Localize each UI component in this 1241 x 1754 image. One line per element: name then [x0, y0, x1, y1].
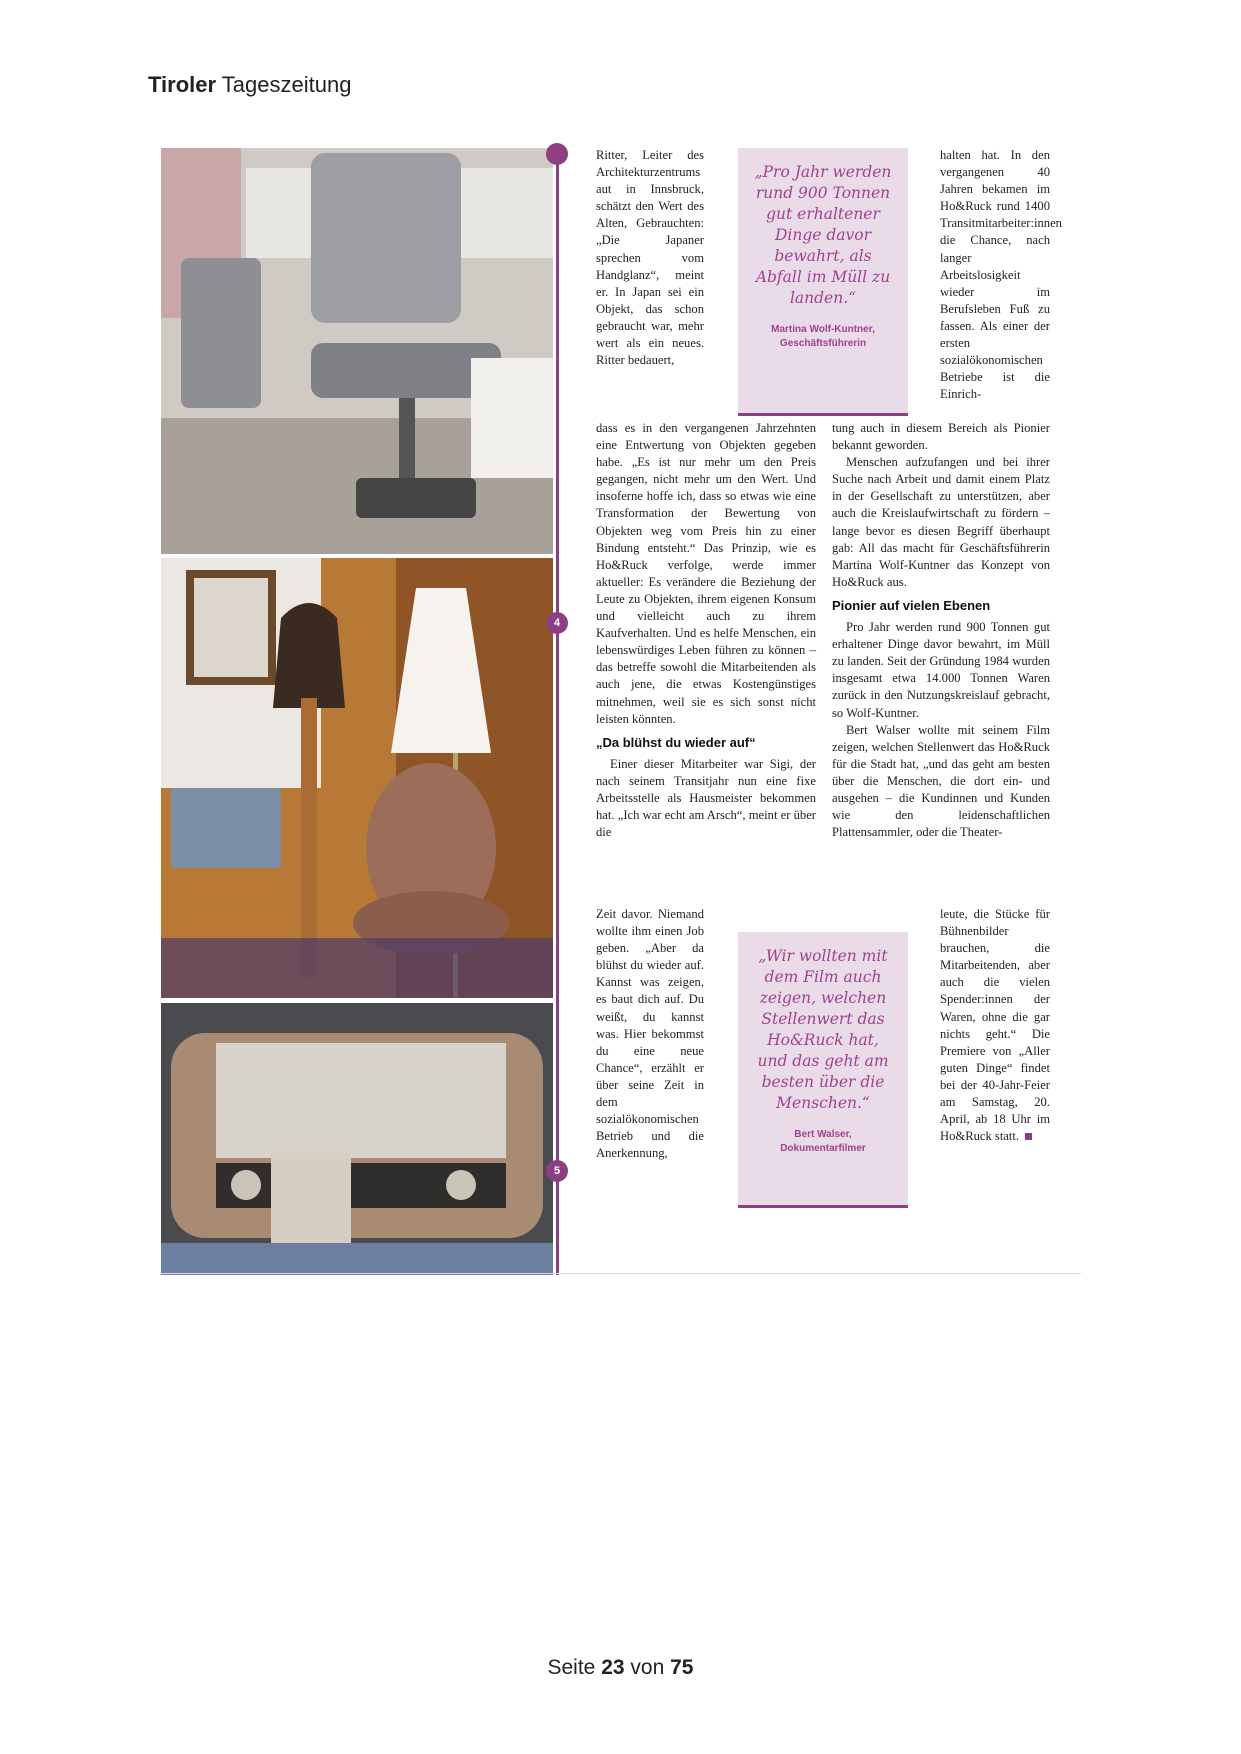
- pull-quote-1-role: Geschäftsführerin: [779, 338, 867, 349]
- photo-chairs: [161, 148, 553, 554]
- pull-quote-2: [738, 932, 908, 1208]
- page-rule: [161, 1273, 1081, 1274]
- photo-marker-4: 4: [546, 612, 568, 634]
- article-paragraph: Einer dieser Mitarbeiter war Sigi, der nach seinem Transitjahr nun eine fixe Arbeitsstelle als Hausmeister bekommen hat. „Ich war echt am Arsch“, meint er über die: [596, 756, 816, 840]
- pull-quote-2-attribution: [738, 1128, 908, 1156]
- pull-quote-2-role: Dokumentarfilmer: [780, 1143, 866, 1154]
- pull-quote-2-author: Bert Walser,: [794, 1129, 852, 1140]
- subheading-bluehst: „Da blühst du wieder auf“: [596, 734, 756, 750]
- photo-lamp-armchair: [161, 558, 553, 998]
- newspaper-header: [148, 72, 351, 98]
- photo-radio: [161, 1003, 553, 1275]
- pull-quote-2-text: „Wir wollten mit dem Film auch zeigen, welchen Stellenwert das Ho&Ruck hat, und das geht am besten über die Menschen.“: [757, 947, 889, 1112]
- article-col-a-top: [596, 147, 704, 369]
- pull-quote-1-attribution: [738, 323, 908, 351]
- article-paragraph-text: leute, die Stücke für Bühnenbilder brauchen, die Mitarbeitenden, aber auch die vielen Spender:innen der Waren, ohne die gar nichts geht.“ Die Premiere von „Aller guten Dinge“ findet bei der 40-Jahr-Feier am Samstag, 20. April, ab 18 Uhr im Ho&Ruck statt.: [940, 907, 1050, 1144]
- article-col-b-main: [832, 420, 1050, 841]
- brand-bold: Tiroler: [148, 72, 217, 97]
- footer-mid: von: [630, 1656, 665, 1679]
- article-paragraph: tung auch in diesem Bereich als Pionier bekannt geworden.: [832, 421, 1050, 453]
- subheading-pionier: Pionier auf vielen Ebenen: [832, 597, 991, 613]
- article-paragraph: Pro Jahr werden rund 900 Tonnen gut erhaltener Dinge davor bewahrt, im Müll zu landen. Seit der Gründung 1984 wurden insgesamt etwa 14.000 Tonnen Waren zurück in den Nutzungskreislauf gebracht, so Wolf-Kuntner.: [832, 620, 1050, 720]
- article-paragraph: Ritter, Leiter des Architekturzentrums aut in Innsbruck, schätzt den Wert des Alten, Gebrauchten: „Die Japaner sprechen vom Handglanz“, meint er. In Japan sei ein Objekt, das schon gebraucht war, mehr wert als ein neues. Ritter bedauert,: [596, 148, 704, 368]
- article-col-b-bottom: [940, 906, 1050, 1145]
- pull-quote-1-text: „Pro Jahr werden rund 900 Tonnen gut erhaltener Dinge davor bewahrt, als Abfall im Müll zu landen.“: [754, 163, 892, 307]
- brand-rest: Tageszeitung: [221, 72, 352, 97]
- article-paragraph: halten hat. In den vergangenen 40 Jahren bekamen im Ho&Ruck rund 1400 Transitmitarbeiter:innen die Chance, nach langer Arbeitslosigkeit wieder im Berufsleben Fuß zu fassen. Als einer der ersten sozialökonomischen Betriebe ist die Einrich-: [940, 148, 1062, 402]
- page-footer: [0, 1656, 1241, 1680]
- article-paragraph: Bert Walser wollte mit seinem Film zeigen, welchen Stellenwert das Ho&Ruck für die Stadt hat, „und das geht am besten über die Menschen, die dort ein- und ausgehen – die Kundinnen und Kunden wie den leidenschaftlichen Plattensammler, oder die Theater-: [832, 722, 1050, 840]
- article-col-a-bottom: [596, 906, 704, 1162]
- article-col-a-main: [596, 420, 816, 841]
- footer-total-pages: 75: [670, 1656, 694, 1679]
- article-col-b-top: [940, 147, 1062, 403]
- article-paragraph: [940, 906, 1050, 1145]
- pull-quote-1-author: Martina Wolf-Kuntner,: [771, 324, 875, 335]
- end-mark: [1025, 1133, 1032, 1140]
- article-paragraph: Menschen aufzufangen und bei ihrer Suche nach Arbeit und damit einem Platz in der Gesellschaft zu unterstützen, aber auch die Kreislaufwirtschaft zu fördern – lange bevor es diesen Begriff überhaupt gab: All das macht für Geschäftsführerin Martina Wolf-Kuntner das Konzept von Ho&Ruck aus.: [832, 455, 1050, 589]
- footer-page-number: 23: [601, 1656, 625, 1679]
- photo-marker-5: 5: [546, 1160, 568, 1182]
- photo-marker-1: [546, 143, 568, 165]
- pull-quote-1: [738, 148, 908, 416]
- column-divider: [556, 148, 559, 1275]
- footer-prefix: Seite: [547, 1656, 596, 1679]
- article-paragraph: Zeit davor. Niemand wollte ihm einen Job geben. „Aber da blühst du wieder auf. Kannst was zeigen, es baut dich auf. Du weißt, du kannst was. Hier bekommst du eine neue Chance“, erzählt er über seine Zeit in dem sozialökonomischen Betrieb und die Anerkennung,: [596, 907, 704, 1161]
- article-paragraph: dass es in den vergangenen Jahrzehnten eine Entwertung von Objekten gegeben habe. „Es ist nur mehr um den Preis gegangen, nicht mehr um den Wert. Und insoferne hoffe ich, dass so etwas wie eine Transformation der Bewertung von Objekten weg vom Preis hin zu einer Bindung entsteht.“ Das Prinzip, wie es Ho&Ruck verfolge, werde immer aktueller: Es verändere die Beziehung der Leute zu Objekten, ihrem eigenen Konsum und vielleicht auch zu ihrem Kaufverhalten. Und es helfe Menschen, ein lebenswürdiges Leben führen zu können – das betreffe sowohl die Mitarbeitenden als auch jene, die etwas Kostengünstiges mitnehmen, weil sie es sich sonst nicht leisten könnten.: [596, 421, 816, 726]
